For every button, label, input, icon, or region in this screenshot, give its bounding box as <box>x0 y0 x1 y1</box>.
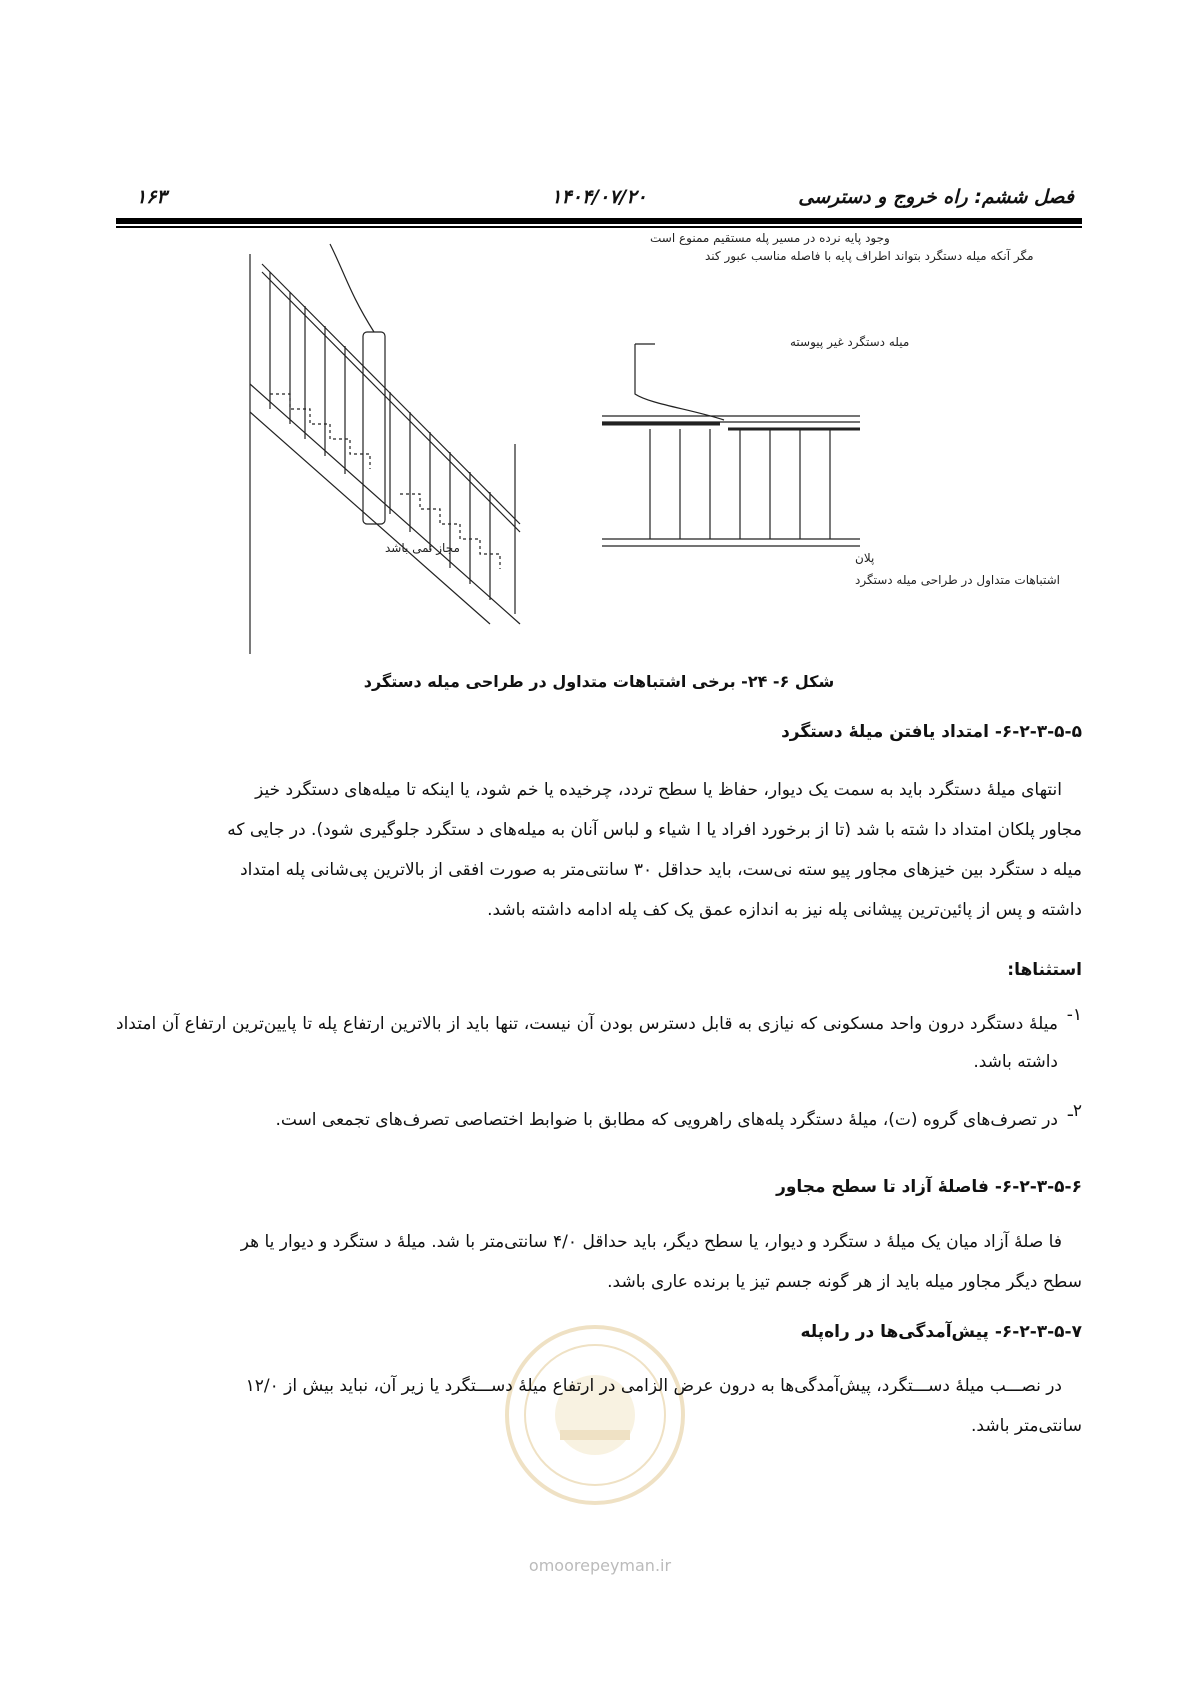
post-note-line2: مگر آنکه میله دستگرد بتواند اطراف پایه با فاصله مناسب عبور کند <box>705 249 1034 263</box>
handrail-plan <box>602 344 860 546</box>
section-paragraph-clearance <box>116 1222 1082 1302</box>
plan-label: پلان <box>855 551 875 565</box>
paragraph-line: میله د ستگرد بین خیزهای مجاور پیو سته نی‌ست، باید حداقل ۳۰ سانتی‌متر به صورت افقی از بالاترین پی‌شانی پله امتداد <box>240 860 1082 880</box>
section-paragraph-extension <box>116 770 1082 930</box>
exception-item-2 <box>116 1101 1082 1139</box>
list-text: میلهٔ دستگرد درون واحد مسکونی که نیازی به قابل دسترس بودن آن نیست، تنها باید از بالاترین ارتفاع پله تا پایین‌ترین ارتفاع آن امتداد داشته باشد. <box>116 1014 1058 1072</box>
list-number: ۱- <box>1066 1005 1082 1025</box>
common-mistakes-label: اشتباهات متداول در طراحی میله دستگرد <box>855 573 1060 587</box>
paragraph-line: انتهای میلهٔ دستگرد باید به سمت یک دیوار، حفاظ یا سطح تردد، چرخیده یا خم شود، یا اینکه تا میله‌های دستگرد خیز <box>255 780 1062 800</box>
paragraph-line: مجاور پلکان امتداد دا شته با شد (تا از برخورد افراد یا ا شیاء و لباس آنان به میله‌های د ستگرد جلوگیری شود). در جایی که <box>227 820 1082 840</box>
page-number: ۱۶۳ <box>136 186 167 208</box>
stair-elevation <box>250 244 520 654</box>
section-heading-protrusions: ۶-۲-۳-۵-۷- پیش‌آمدگی‌ها در راه‌پله <box>800 1322 1082 1342</box>
watermark-site: omoorepeyman.ir <box>528 1556 672 1575</box>
paragraph-line: فا صلهٔ آزاد میان یک میلهٔ د ستگرد و دیوار، یا سطح دیگر، باید حداقل ۴/۰ سانتی‌متر با شد. میلهٔ د ستگرد و دیوار یا هر <box>240 1232 1062 1252</box>
paragraph-line: در نصـــب میلهٔ دســـتگرد، پیش‌آمدگی‌ها به درون عرض الزامی در ارتفاع میلهٔ دســـتگرد یا زیر آن، نباید بیش از ۱۲/۰ <box>245 1376 1062 1396</box>
header-date: ۱۴۰۴/۰۷/۲۰ <box>551 186 647 208</box>
not-allowed-label: مجاز نمی باشد <box>385 541 460 555</box>
exceptions-label: استثناها: <box>1007 960 1082 980</box>
paragraph-line: داشته و پس از پائین‌ترین پیشانی پله نیز به اندازه عمق یک کف پله ادامه داشته باشد. <box>487 900 1082 920</box>
handrail-figure <box>250 231 1060 674</box>
list-number: ۲ـ <box>1067 1101 1082 1121</box>
list-text: در تصرف‌های گروه (ت)، میلهٔ دستگرد پله‌های راهرویی که مطابق با ضوابط اختصاصی تصرف‌های تجمعی است. <box>275 1110 1058 1130</box>
section-heading-extension: ۶-۲-۳-۵-۵- امتداد یافتن میلهٔ دستگرد <box>781 722 1082 742</box>
chapter-title: فصل ششم: راه خروج و دسترسی <box>798 186 1074 208</box>
discontinuous-rail-label: میله دستگرد غیر پیوسته <box>790 335 910 349</box>
header-rule <box>116 218 1082 224</box>
exception-item-1 <box>116 1005 1082 1081</box>
figure-caption: شکل ۶- ۲۴- برخی اشتباهات متداول در طراحی میله دستگرد <box>363 672 835 691</box>
header-rule-thin <box>116 226 1082 228</box>
paragraph-line: سطح دیگر مجاور میله باید از هر گونه جسم تیز یا برنده عاری باشد. <box>607 1272 1082 1292</box>
paragraph-line: سانتی‌متر باشد. <box>971 1416 1082 1436</box>
section-heading-clearance: ۶-۲-۳-۵-۶- فاصلهٔ آزاد تا سطح مجاور <box>776 1177 1082 1197</box>
section-paragraph-protrusions <box>116 1366 1082 1446</box>
post-note-line1: وجود پایه نرده در مسیر پله مستقیم ممنوع است <box>650 231 890 245</box>
page-header <box>116 186 1082 210</box>
handrail-drawing <box>250 231 1060 674</box>
